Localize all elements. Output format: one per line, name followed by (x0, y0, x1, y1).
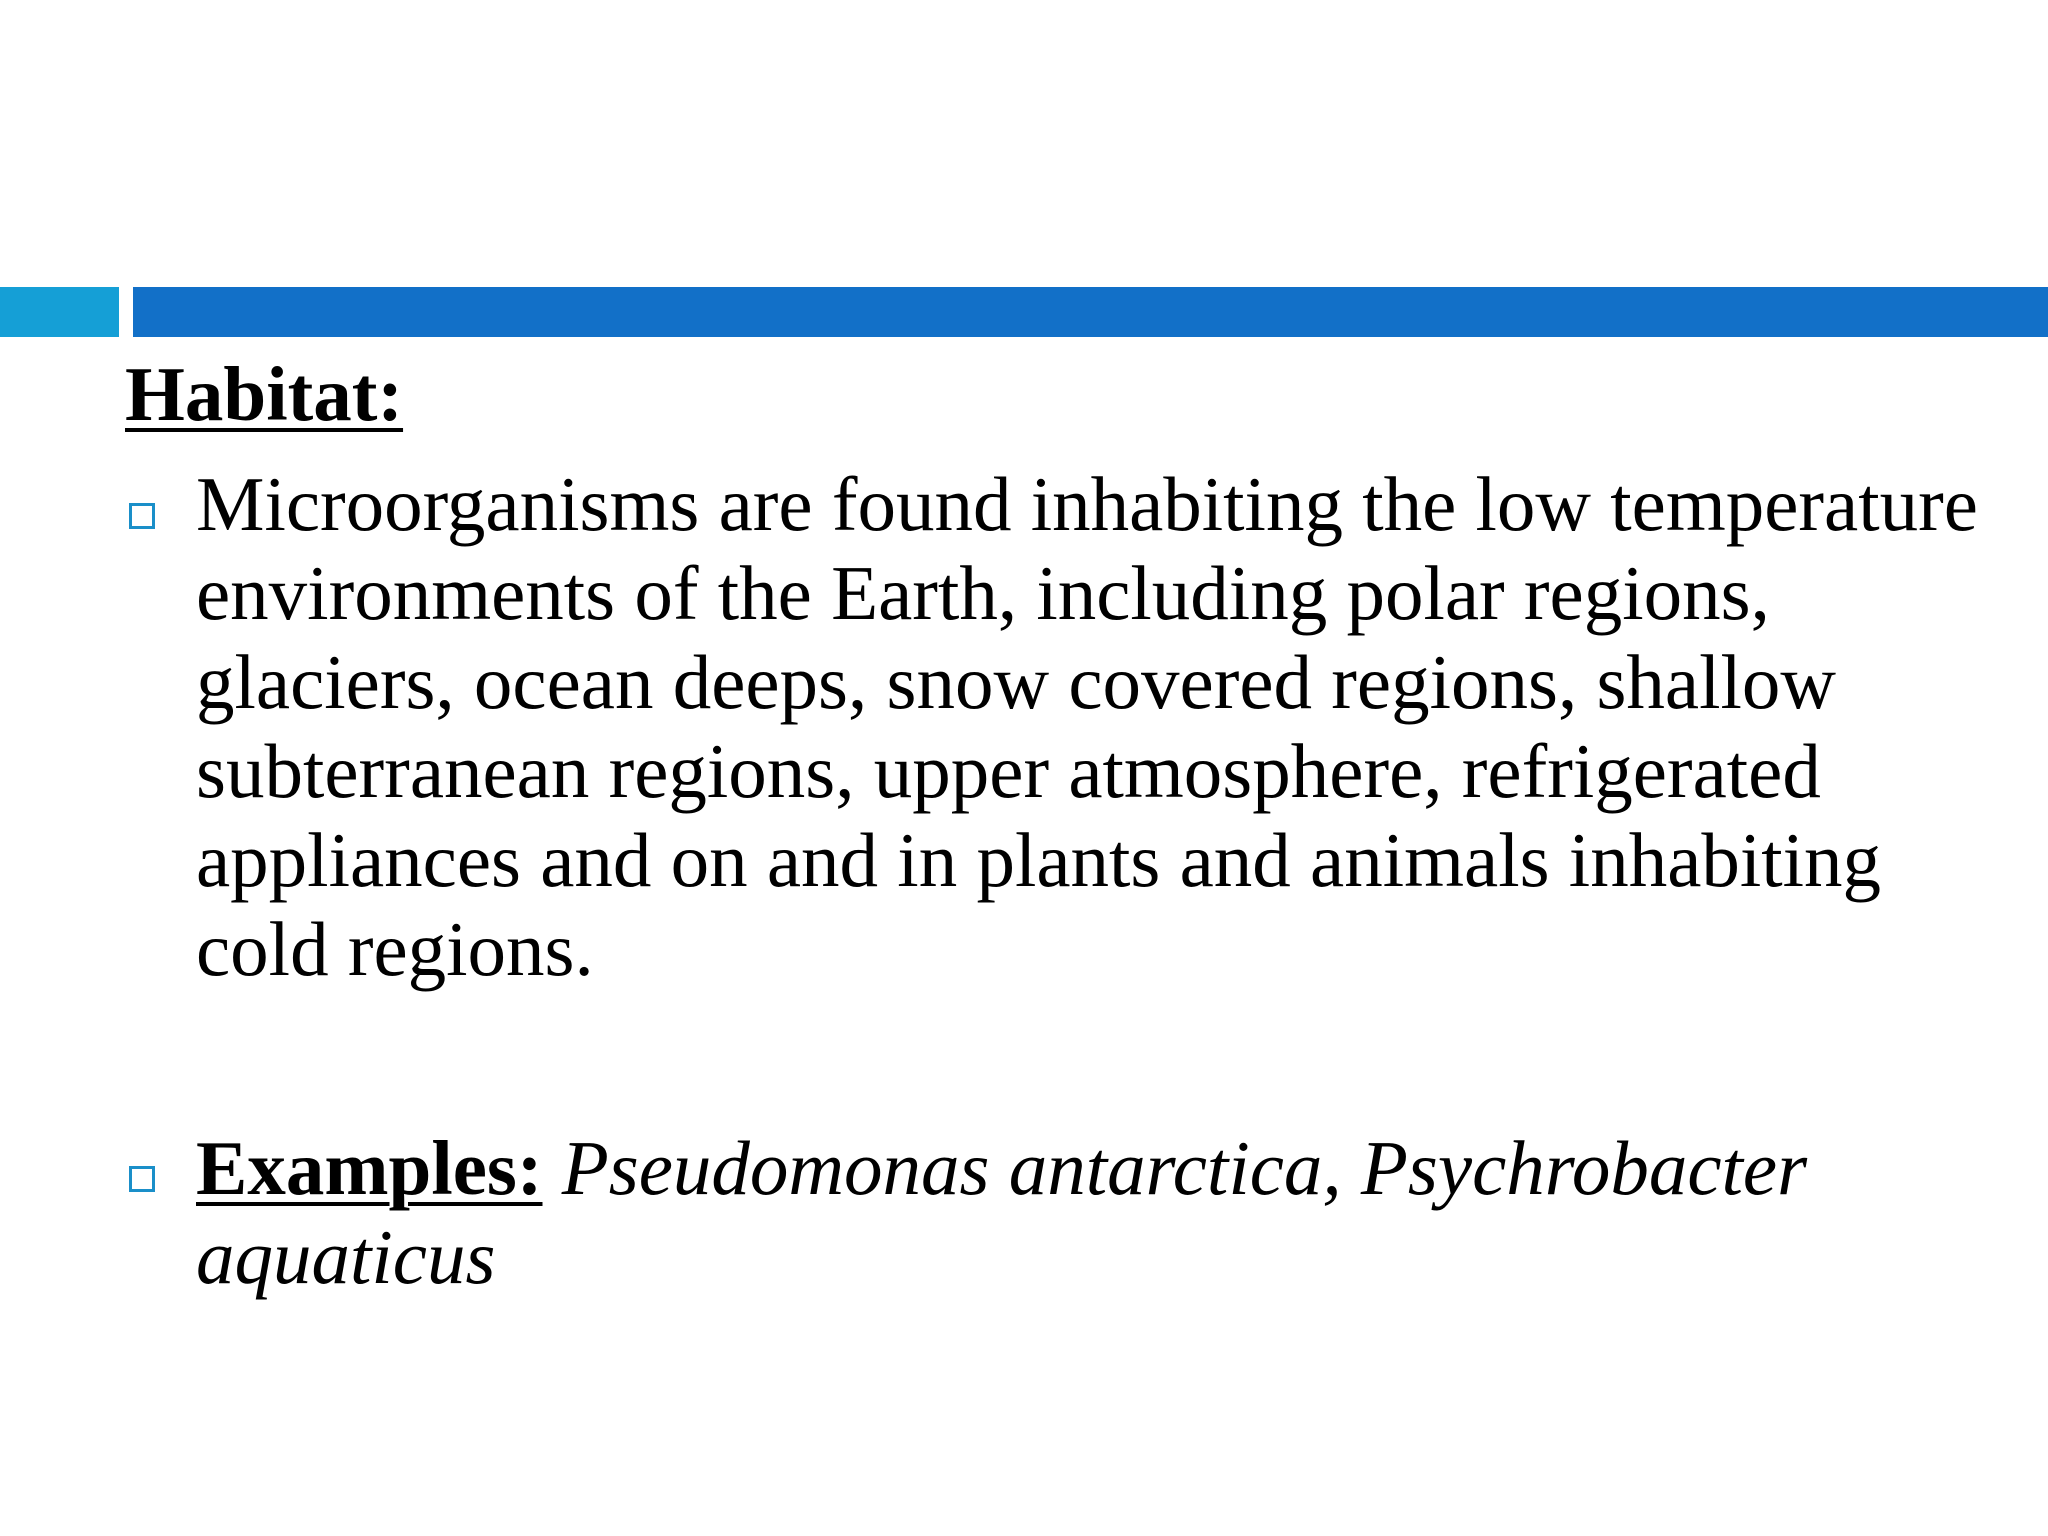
examples-label: Examples: (196, 1125, 543, 1211)
bullet-text: Microorganisms are found inhabiting the low temperature environments of the Earth, including polar regions, glaciers, ocean deeps, snow covered regions, shallow subterranean regions, upper atmosphere, refrigerated appliances and on and in plants and animals inhabiting cold regions. (196, 461, 1978, 992)
bullet-habitat-description (125, 460, 2005, 994)
hollow-square-bullet-icon (129, 503, 155, 529)
hollow-square-bullet-icon (129, 1166, 155, 1192)
header-accent-band-left (0, 287, 119, 337)
example-species: Pseudomonas antarctica, Psychrobacter aquaticus (196, 1125, 1808, 1300)
bullet-text (196, 1124, 2005, 1302)
bullet-examples (125, 1124, 2005, 1302)
header-accent-band-right (133, 287, 2048, 337)
slide-heading: Habitat: (125, 351, 404, 437)
